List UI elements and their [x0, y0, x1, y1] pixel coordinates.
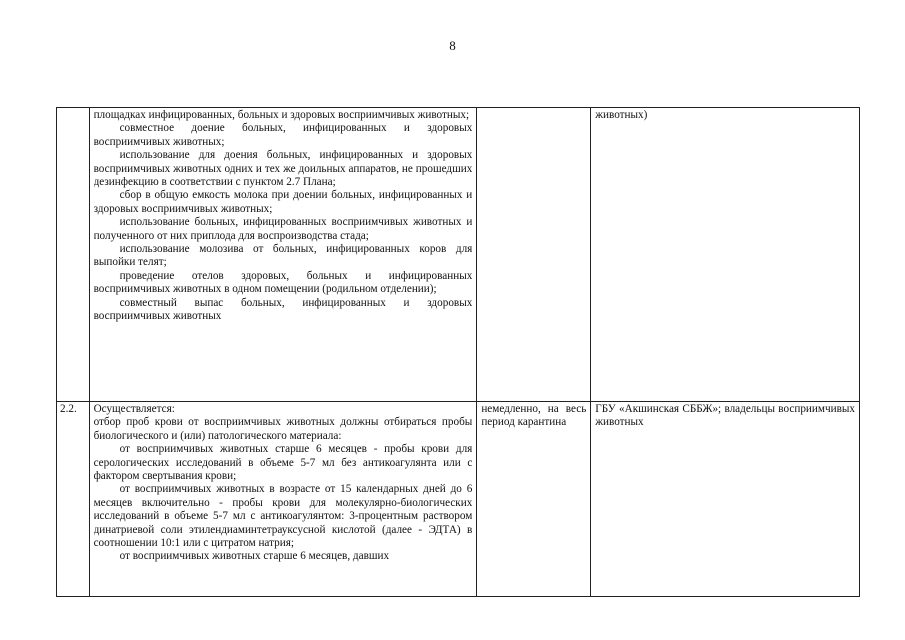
measure-description-cell [89, 402, 477, 597]
table-row [57, 402, 860, 597]
responsible-text: ГБУ «Акшинская СББЖ»; владельцы восприимчивых животных [595, 403, 855, 429]
measure-paragraph: от восприимчивых животных старше 6 месяцев - пробы крови для серологических исследований в объеме 5-7 мл без антикоагулянта или с фактором свертывания крови; [93, 443, 473, 483]
timing-cell [477, 108, 591, 402]
responsible-cell [591, 402, 860, 597]
row-number-cell: 2.2. [57, 402, 90, 597]
row-number-cell [57, 108, 90, 402]
measure-paragraph: использование больных, инфицированных восприимчивых животных и полученного от них приплода для воспроизводства стада; [93, 216, 473, 242]
measure-text [94, 403, 473, 564]
measure-paragraph: использование молозива от больных, инфицированных коров для выпойки телят; [93, 243, 473, 269]
table-row [57, 108, 860, 402]
measure-paragraph: сбор в общую емкость молока при доении больных, инфицированных и здоровых восприимчивых животных; [93, 189, 473, 215]
measure-paragraph: от восприимчивых животных в возрасте от 15 календарных дней до 6 месяцев включительно - пробы крови для молекулярно-биологических исследований в объеме 5-7 мл с антикоагулянтом: 3-процентным раствором динатриевой соли этилендиаминтетрауксусной кислотой (далее - ЭДТА) в соотношении 10:1 или с цитратом натрия; [93, 483, 473, 550]
measure-paragraph: использование для доения больных, инфицированных и здоровых восприимчивых животных одних и тех же доильных аппаратов, не прошедших дезинфекцию в соответствии с пунктом 2.7 Плана; [93, 149, 473, 189]
page-number: 8 [449, 38, 456, 53]
measure-paragraph: отбор проб крови от восприимчивых животных должны отбираться пробы биологического и (или) патологического материала: [93, 416, 473, 442]
measure-paragraph: проведение отелов здоровых, больных и инфицированных восприимчивых животных в одном помещении (родильном отделении); [93, 269, 473, 296]
measure-paragraph: совместный выпас больных, инфицированных и здоровых восприимчивых животных [93, 296, 473, 323]
timing-text: немедленно, на весь период карантина [481, 403, 587, 429]
measure-paragraph: от восприимчивых животных старше 6 месяцев, давших [119, 550, 390, 563]
measure-paragraph: площадках инфицированных, больных и здоровых восприимчивых животных; [93, 109, 470, 121]
measure-paragraph: Осуществляется: [93, 403, 175, 415]
measure-description-cell [89, 108, 477, 402]
responsible-text: животных) [595, 109, 648, 121]
responsible-cell [591, 108, 860, 402]
plan-table [56, 107, 860, 597]
measure-paragraph: совместное доение больных, инфицированных и здоровых восприимчивых животных; [93, 122, 473, 148]
timing-cell [477, 402, 591, 597]
measure-text [94, 109, 473, 324]
